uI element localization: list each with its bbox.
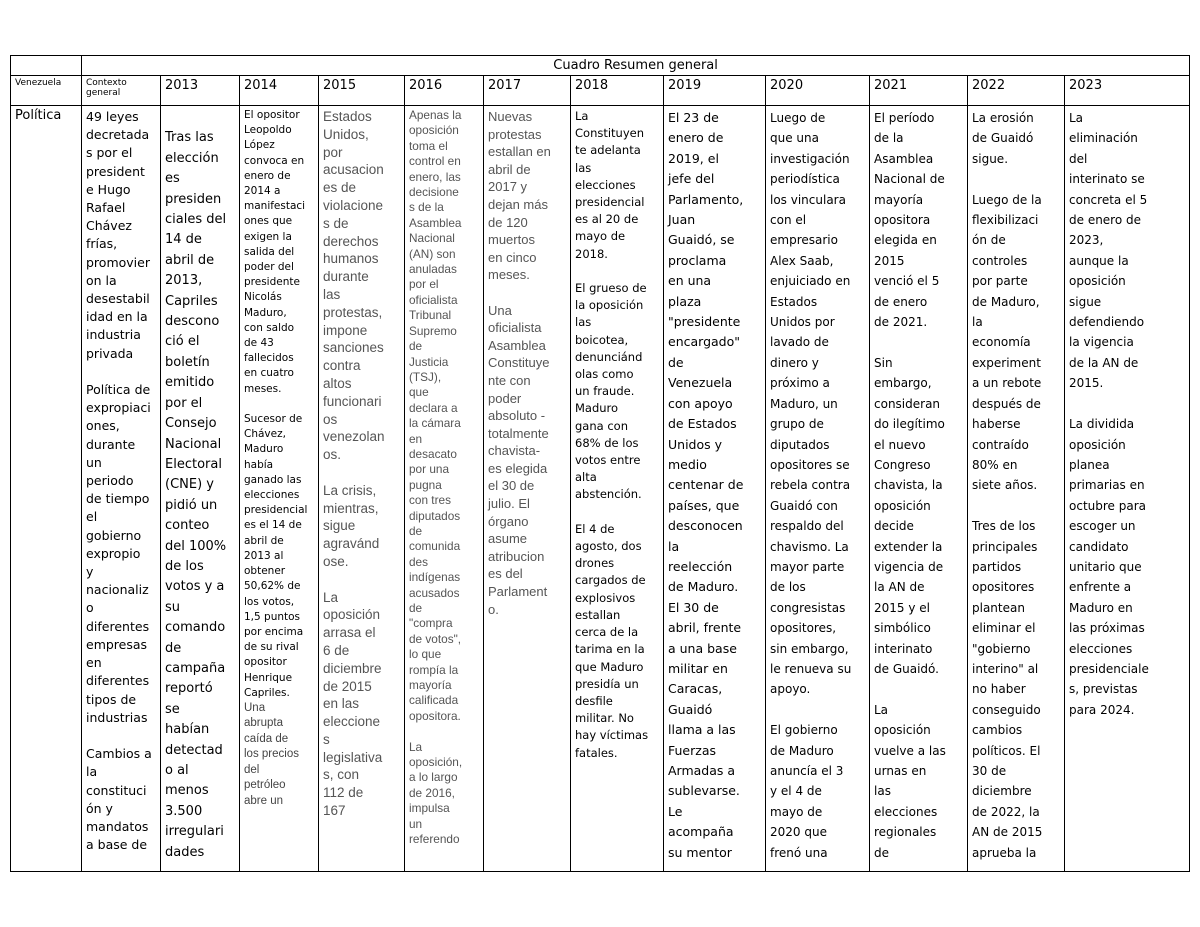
- cell-2023: La eliminación del interinato se concreta el 5 de enero de 2023, aunque la oposición sigue defendiendo la vigencia de la AN de 2015. La dividida oposición planea primarias en octubre para escoger un candidato unitario que enfrente a Maduro en las próximas elecciones presidenciale s, previstas para 2024.: [1065, 106, 1190, 872]
- cell-2020: Luego de que una investigación periodística los vincularа con el empresario Alex Saab, enjuiciado en Estados Unidos por lavado de dinero y próximo a Maduro, un grupo de diputados opositores se rebela contra Guaidó con respaldo del chavismo. La mayor parte de los congresistas opositores, sin embargo, le renueva su apoyo. El gobierno de Maduro anuncía el 3 y el 4 de mayo de 2020 que frenó una: [766, 106, 870, 872]
- year-header-2020: 2020: [766, 76, 870, 106]
- cell-2016: Apenas la oposición toma el control en enero, las decisione s de la Asamblea Nacional (AN) son anuladas por el oficialista Tribunal Supremo de Justicia (TSJ), que declara a la cámara en desacato por una pugna con tres diputados de comunida des indígenas acusados de "compra de votos", lo que rompía la mayoría calificada opositora. La oposición, a lo largo de 2016, impulsa un referendo: [405, 106, 484, 872]
- cell-contexto: 49 leyes decretada s por el president e Hugo Rafael Chávez frías, promovier on la desestabil idad en la industria privada Política de expropiaci ones, durante un periodo de tiempo el gobierno expropio y nacionaliz o diferentes empresas en diferentes tipos de industrias Cambios a la constituci ón y mandatos a base de: [82, 106, 161, 872]
- country-header: Venezuela: [11, 76, 82, 106]
- year-header-2016: 2016: [405, 76, 484, 106]
- cell-2013: Tras las elección es presiden ciales del 14 de abril de 2013, Capriles descono ció el boletín emitido por el Consejo Nacional Electoral (CNE) y pidió un conteo del 100% de los votos y a su comando de campaña reportó se habían detectad o al menos 3.500 irregulari dades: [161, 106, 240, 872]
- year-header-2021: 2021: [870, 76, 968, 106]
- cell-2019: El 23 de enero de 2019, el jefe del Parlamento, Juan Guaidó, se proclama en una plaza "presidente encargado" de Venezuela con apoyo de Estados Unidos y medio centenar de países, que desconocen la reelección de Maduro. El 30 de abril, frente a una base militar en Caracas, Guaidó llama a las Fuerzas Armadas a sublevarse. Le acompaña su mentor: [664, 106, 766, 872]
- year-header-2015: 2015: [319, 76, 405, 106]
- cell-2014-main: El opositor Leopoldo López convoca en enero de 2014 a manifestaci ones que exigen la salida del poder del presidente Nicolás Maduro, con saldo de 43 fallecidos en cuatro meses. Sucesor de Chávez, Maduro había ganado las elecciones presidencial es el 14 de abril de 2013 al obtener 50,62% de los votos, 1,5 puntos por encima de su rival opositor Henrique Capriles.: [244, 109, 308, 699]
- cell-2021: El período de la Asamblea Nacional de mayoría opositora elegida en 2015 venció el 5 de enero de 2021. Sin embargo, consideran do ilegítimo el nuevo Congreso chavista, la oposición decide extender la vigencia de la AN de 2015 y el simbólico interinato de Guaidó. La oposición vuelve a las urnas en las elecciones regionales de: [870, 106, 968, 872]
- title-row: [11, 56, 1190, 76]
- corner-cell: [11, 56, 82, 76]
- table-title: Cuadro Resumen general: [82, 56, 1190, 76]
- year-header-2017: 2017: [484, 76, 571, 106]
- row-label-politica: Política: [11, 106, 82, 872]
- header-row: [11, 76, 1190, 106]
- summary-table: [10, 55, 1190, 872]
- politics-row: [11, 106, 1190, 872]
- cell-2014-extra: Una abrupta caída de los precios del petróleo abre un: [244, 701, 299, 807]
- cell-2018: La Constituyen te adelanta las elecciones presidencial es al 20 de mayo de 2018. El grueso de la oposición las boicotea, denunciánd olas como un fraude. Maduro gana con 68% de los votos entre alta abstención. El 4 de agosto, dos drones cargados de explosivos estallan cerca de la tarima en la que Maduro presidía un desfile militar. No hay víctimas fatales.: [571, 106, 664, 872]
- year-header-2018: 2018: [571, 76, 664, 106]
- cell-2022: La erosión de Guaidó sigue. Luego de la flexibilizaci ón de controles por parte de Maduro, la economía experiment a un rebote después de haberse contraído 80% en siete años. Tres de los principales partidos opositores plantean eliminar el "gobierno interino" al no haber conseguido cambios políticos. El 30 de diciembre de 2022, la AN de 2015 aprueba la: [968, 106, 1065, 872]
- cell-2015: Estados Unidos, por acusacion es de violacione s de derechos humanos durante las protestas, impone sanciones contra altos funcionari os venezolan os. La crisis, mientras, sigue agravánd ose. La oposición arrasa el 6 de diciembre de 2015 en las eleccione s legislativa s, con 112 de 167: [319, 106, 405, 872]
- context-header: Contexto general: [82, 76, 161, 106]
- year-header-2023: 2023: [1065, 76, 1190, 106]
- year-header-2013: 2013: [161, 76, 240, 106]
- year-header-2014: 2014: [240, 76, 319, 106]
- cell-2014: [240, 106, 319, 872]
- cell-2017: Nuevas protestas estallan en abril de 2017 y dejan más de 120 muertos en cinco meses. Una oficialista Asamblea Constituye nte con poder absoluto - totalmente chavista- es elegida el 30 de julio. El órgano asume atribucion es del Parlament o.: [484, 106, 571, 872]
- year-header-2022: 2022: [968, 76, 1065, 106]
- year-header-2019: 2019: [664, 76, 766, 106]
